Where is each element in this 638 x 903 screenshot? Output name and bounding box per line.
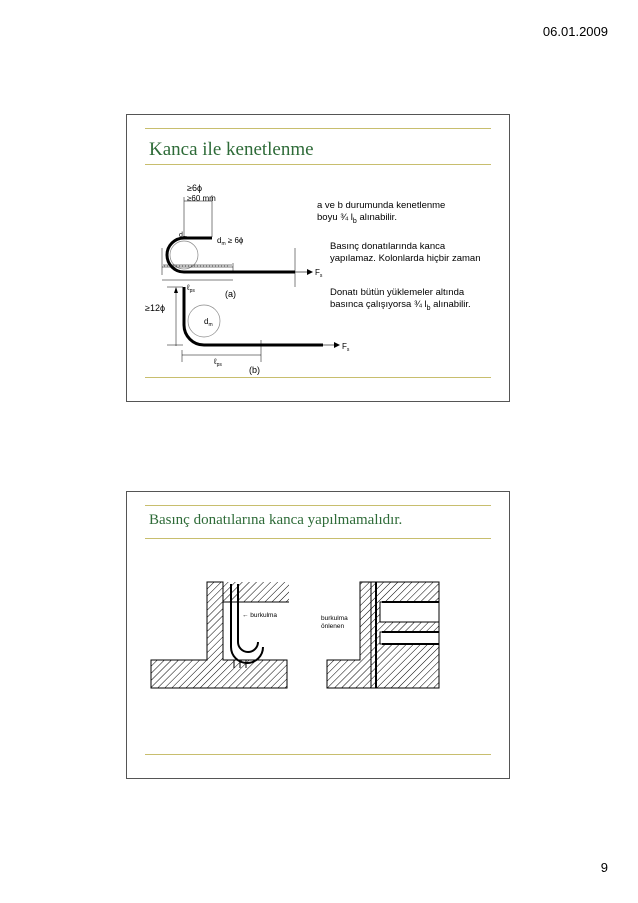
label-b-force: $F_s$ xyxy=(342,342,350,353)
label-buckling-prevented-1: burkulma xyxy=(321,615,348,622)
label-b-left: ≥12ϕ xyxy=(145,303,165,313)
hooked-bar-detail xyxy=(151,582,289,688)
label-a-force: $F_s$ xyxy=(315,268,323,279)
label-a-length: ℓ$_{ps}$ xyxy=(187,283,195,294)
label-a-dm: $d_m$ xyxy=(179,232,188,241)
label-a-top2: ≥60 mm xyxy=(187,194,216,203)
slide-title: Kanca ile kenetlenme xyxy=(149,139,314,160)
slide-kanca-ile-kenetlenme xyxy=(126,114,510,402)
caption-b: (b) xyxy=(249,365,260,375)
label-b-length: ℓ$_{ps}$ xyxy=(214,357,222,368)
slide-basinc-donatilari xyxy=(126,491,510,779)
label-b-dm: $d_m$ xyxy=(204,317,213,328)
slide-title: Basınç donatılarına kanca yapılmamalıdır. xyxy=(149,512,403,528)
bottom-rule xyxy=(145,377,491,378)
note-compression-length: Donatı bütün yüklemeler altında basınca çalışıyorsa ¾ $l_b$ alınabilir. xyxy=(330,287,471,312)
label-buckling: ← burkulma xyxy=(242,612,278,619)
caption-a: (a) xyxy=(225,289,236,299)
hook-b xyxy=(167,287,340,362)
label-a-cond: $d_m \ge 6\phi$ xyxy=(217,236,244,247)
straight-bar-detail xyxy=(327,582,439,688)
note-compression-hook: Basınç donatılarında kanca yapılamaz. Kolonlarda hiçbir zaman xyxy=(330,241,481,264)
label-buckling-prevented-2: önlenen xyxy=(321,623,345,630)
label-a-top1: ≥6ϕ xyxy=(187,183,202,193)
bottom-rule xyxy=(145,754,491,755)
page-number: 9 xyxy=(600,860,608,875)
note-anchorage-length: a ve b durumunda kenetlenme boyu ¾ $l_b$ alınabilir. xyxy=(317,200,446,225)
buckling-diagram xyxy=(127,492,511,780)
header-date: 06.01.2009 xyxy=(542,24,608,39)
